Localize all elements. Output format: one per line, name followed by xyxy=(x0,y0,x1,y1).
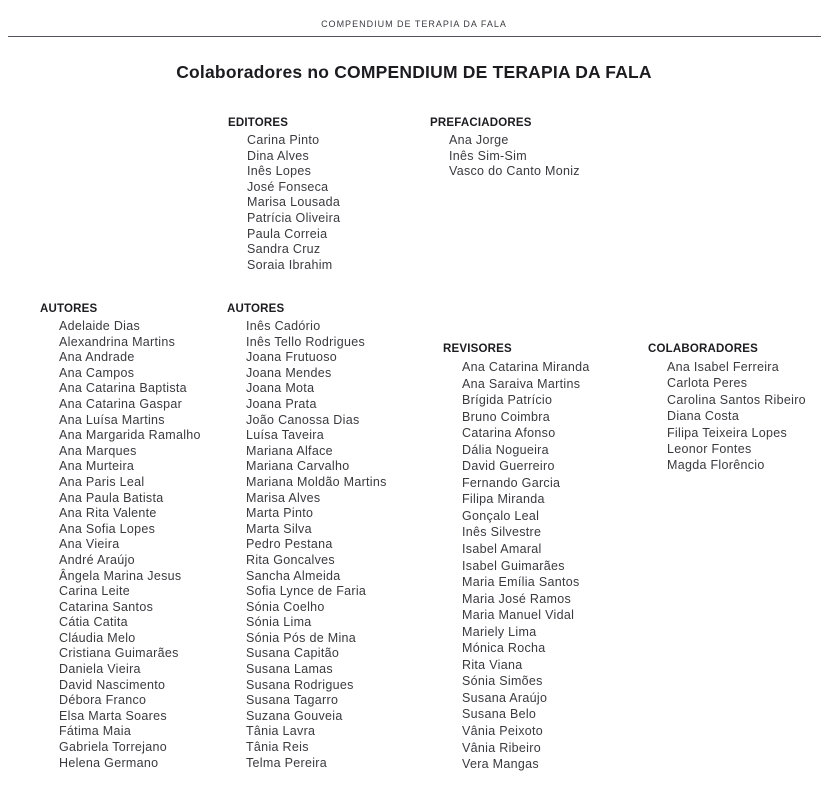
contributor-name: Gabriela Torrejano xyxy=(59,740,168,755)
contributor-name: Mónica Rocha xyxy=(462,641,546,656)
section-revisores xyxy=(443,343,590,773)
contributor-name: Carina Leite xyxy=(59,584,131,599)
contributor-name: Susana Araújo xyxy=(462,690,548,705)
contributor-name: Helena Germano xyxy=(59,755,159,770)
contributor-name: Fernando Garcia xyxy=(462,475,561,490)
contributor-name: Patrícia Oliveira xyxy=(247,210,341,225)
contributor-name: André Araújo xyxy=(59,552,135,567)
contributor-name: Maria Manuel Vidal xyxy=(462,608,575,623)
name-list-autores-col2 xyxy=(227,319,387,771)
contributor-name: Ana Rita Valente xyxy=(59,506,157,521)
contributor-name: Ângela Marina Jesus xyxy=(59,568,182,583)
contributor-name: Inês Sim-Sim xyxy=(449,148,527,163)
contributor-name: Ana Sofia Lopes xyxy=(59,521,156,536)
contributor-name: Rita Goncalves xyxy=(246,552,335,567)
contributor-name: João Canossa Dias xyxy=(246,412,360,427)
contributor-name: Paula Correia xyxy=(247,226,328,241)
contributor-name: Dália Nogueira xyxy=(462,442,549,457)
contributor-name: Dina Alves xyxy=(247,148,310,163)
contributor-name: Joana Mendes xyxy=(246,365,332,380)
section-autores-col1 xyxy=(40,303,201,771)
contributor-name: Magda Florêncio xyxy=(667,458,765,473)
contributor-name: Cláudia Melo xyxy=(59,630,136,645)
contributor-name: Filipa Teixeira Lopes xyxy=(667,425,788,440)
name-list-autores-col1 xyxy=(40,319,201,771)
contributor-name: Marisa Alves xyxy=(246,490,321,505)
contributor-name: Catarina Afonso xyxy=(462,426,556,441)
contributor-name: Carolina Santos Ribeiro xyxy=(667,392,806,407)
contributor-name: Inês Tello Rodrigues xyxy=(246,334,366,349)
contributor-name: Inês Cadório xyxy=(246,319,321,333)
contributor-name: Adelaide Dias xyxy=(59,319,141,333)
section-heading-autores-col2: AUTORES xyxy=(227,303,285,315)
contributor-name: Ana Luísa Martins xyxy=(59,412,165,427)
contributor-name: Leonor Fontes xyxy=(667,442,752,457)
contributor-name: Diana Costa xyxy=(667,409,740,424)
contributor-name: Vera Mangas xyxy=(462,757,539,772)
contributor-name: Inês Silvestre xyxy=(462,525,542,540)
running-header: COMPENDIUM DE TERAPIA DA FALA xyxy=(321,19,507,29)
contributor-name: Susana Tagarro xyxy=(246,693,339,708)
contributor-name: Mariely Lima xyxy=(462,624,537,639)
contributor-name: Mariana Alface xyxy=(246,443,333,458)
contributor-name: Inês Lopes xyxy=(247,164,312,179)
contributor-name: Mariana Moldão Martins xyxy=(246,474,387,489)
contributor-name: Catarina Santos xyxy=(59,599,154,614)
section-heading-autores-col1: AUTORES xyxy=(40,303,98,315)
name-list-prefaciadores xyxy=(430,133,580,180)
contributor-name: Rita Viana xyxy=(462,657,523,672)
contributor-name: Isabel Amaral xyxy=(462,542,542,557)
contributor-name: Sandra Cruz xyxy=(247,242,321,257)
contributor-name: Tânia Lavra xyxy=(246,724,316,739)
contributor-name: Susana Rodrigues xyxy=(246,677,354,692)
contributor-name: Ana Paris Leal xyxy=(59,474,145,489)
contributor-name: Marta Pinto xyxy=(246,506,314,521)
contributor-name: Carina Pinto xyxy=(247,133,320,147)
contributor-name: Ana Marques xyxy=(59,443,137,458)
section-heading-revisores: REVISORES xyxy=(443,343,512,355)
contributor-name: Ana Paula Batista xyxy=(59,490,164,505)
contributor-name: Suzana Gouveia xyxy=(246,708,343,723)
section-heading-editores: EDITORES xyxy=(228,117,289,129)
contributor-name: José Fonseca xyxy=(247,179,329,194)
section-autores-col2 xyxy=(227,303,387,771)
contributor-name: Vânia Ribeiro xyxy=(462,740,541,755)
contributor-name: Ana Catarina Miranda xyxy=(462,360,590,374)
name-list-colaboradores xyxy=(648,359,806,474)
contributor-name: Mariana Carvalho xyxy=(246,459,350,474)
contributor-name: Ana Saraiva Martins xyxy=(462,376,581,391)
contributor-name: Marta Silva xyxy=(246,521,312,536)
contributor-name: Ana Isabel Ferreira xyxy=(667,360,779,374)
contributor-name: Sónia Simões xyxy=(462,674,543,689)
section-prefaciadores xyxy=(430,117,580,180)
page-title: Colaboradores no COMPENDIUM DE TERAPIA DA FALA xyxy=(176,62,652,82)
contributor-name: Ana Margarida Ramalho xyxy=(59,428,201,443)
contributor-name: Telma Pereira xyxy=(246,755,328,770)
contributor-name: Joana Mota xyxy=(246,381,315,396)
contributor-name: Soraia Ibrahim xyxy=(247,257,333,272)
contributor-name: Pedro Pestana xyxy=(246,537,333,552)
contributor-name: Maria Emília Santos xyxy=(462,575,580,590)
contributor-name: David Guerreiro xyxy=(462,459,555,474)
contributor-name: Ana Jorge xyxy=(449,133,509,147)
name-list-revisores xyxy=(443,359,590,773)
contributor-name: Carlota Peres xyxy=(667,376,748,391)
contributor-name: Susana Lamas xyxy=(246,662,333,677)
contributor-name: Susana Belo xyxy=(462,707,537,722)
contributor-name: Luísa Taveira xyxy=(246,428,325,443)
contributor-name: Vasco do Canto Moniz xyxy=(449,164,580,179)
contributor-name: Susana Capitão xyxy=(246,646,340,661)
contributor-name: Maria José Ramos xyxy=(462,591,571,606)
header-rule xyxy=(8,36,821,37)
contributor-name: Brígida Patrício xyxy=(462,393,553,408)
contributor-name: Sónia Pós de Mina xyxy=(246,630,357,645)
contributor-name: Sancha Almeida xyxy=(246,568,341,583)
contributor-name: Joana Prata xyxy=(246,396,317,411)
contributor-name: Vânia Peixoto xyxy=(462,724,544,739)
contributor-name: David Nascimento xyxy=(59,677,166,692)
contributor-name: Elsa Marta Soares xyxy=(59,708,167,723)
contributor-name: Cátia Catita xyxy=(59,615,128,630)
contributor-name: Cristiana Guimarães xyxy=(59,646,179,661)
contributor-name: Bruno Coimbra xyxy=(462,409,550,424)
contributor-name: Fátima Maia xyxy=(59,724,132,739)
contributor-name: Ana Campos xyxy=(59,365,135,380)
contributor-name: Ana Vieira xyxy=(59,537,120,552)
section-heading-colaboradores: COLABORADORES xyxy=(648,343,758,355)
section-colaboradores xyxy=(648,343,806,474)
section-heading-prefaciadores: PREFACIADORES xyxy=(430,117,532,129)
contributor-name: Débora Franco xyxy=(59,693,147,708)
contributor-name: Ana Andrade xyxy=(59,350,135,365)
contributor-name: Marisa Lousada xyxy=(247,195,341,210)
contributor-name: Gonçalo Leal xyxy=(462,508,540,523)
contributor-name: Tânia Reis xyxy=(246,740,309,755)
contributor-name: Daniela Vieira xyxy=(59,662,141,677)
contributor-name: Alexandrina Martins xyxy=(59,334,176,349)
name-list-editores xyxy=(228,133,340,273)
contributor-name: Sónia Coelho xyxy=(246,599,325,614)
section-editores xyxy=(228,117,340,273)
contributor-name: Ana Catarina Baptista xyxy=(59,381,187,396)
contributor-name: Sónia Lima xyxy=(246,615,312,630)
contributor-name: Ana Catarina Gaspar xyxy=(59,396,183,411)
contributor-name: Filipa Miranda xyxy=(462,492,545,507)
contributor-name: Joana Frutuoso xyxy=(246,350,338,365)
contributor-name: Sofia Lynce de Faria xyxy=(246,584,367,599)
contributor-name: Isabel Guimarães xyxy=(462,558,565,573)
contributor-name: Ana Murteira xyxy=(59,459,135,474)
